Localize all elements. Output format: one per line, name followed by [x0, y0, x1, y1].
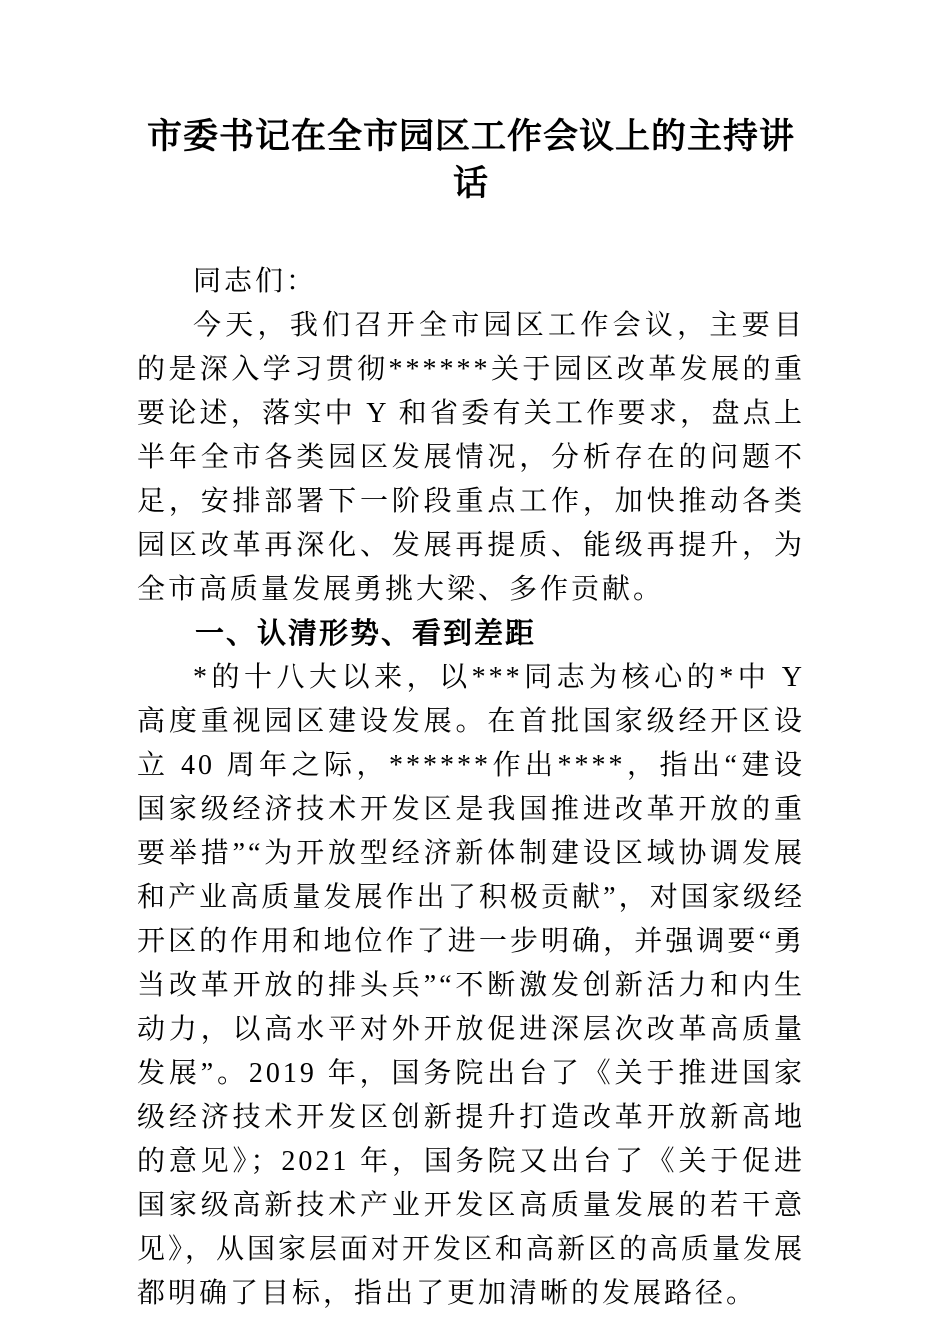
document-title: 市委书记在全市园区工作会议上的主持讲话 [146, 117, 795, 203]
paragraph-section-1: *的十八大以来，以***同志为核心的*中 Y 高度重视园区建设发展。在首批国家级经开区设立 40 周年之际，******作出****，指出“建设国家级经济技术开发区是我国推进改革开放的重要举措”“为开放型经济新体制建设区域协调发展和产业高质量发展作出了积极贡献”，对国家级经开区的作用和地位作了进一步明确，并强调要“勇当改革开放的排头兵”“不断激发创新活力和内生动力，以高水平对外开放促进深层次改革高质量发展”。2019 年，国务院出台了《关于推进国家级经济技术开发区创新提升打造改革开放新高地的意见》；2021 年，国务院又出台了《关于促进国家级高新技术产业开发区高质量发展的若干意见》，从国家层面对开发区和高新区的高质量发展都明确了目标，指出了更加清晰的发展路径。 [137, 662, 806, 1309]
salutation: 同志们： [193, 266, 318, 297]
paragraph-intro: 今天，我们召开全市园区工作会议，主要目的是深入学习贯彻******关于园区改革发展的重要论述，落实中 Y 和省委有关工作要求，盘点上半年全市各类园区发展情况，分析存在的问题不足，安排部署下一阶段重点工作，加快推动各类园区改革再深化、发展再提质、能级再提升，为全市高质量发展勇挑大梁、多作贡献。 [137, 310, 805, 605]
section-heading-1: 一、认清形势、看到差距 [195, 618, 537, 650]
